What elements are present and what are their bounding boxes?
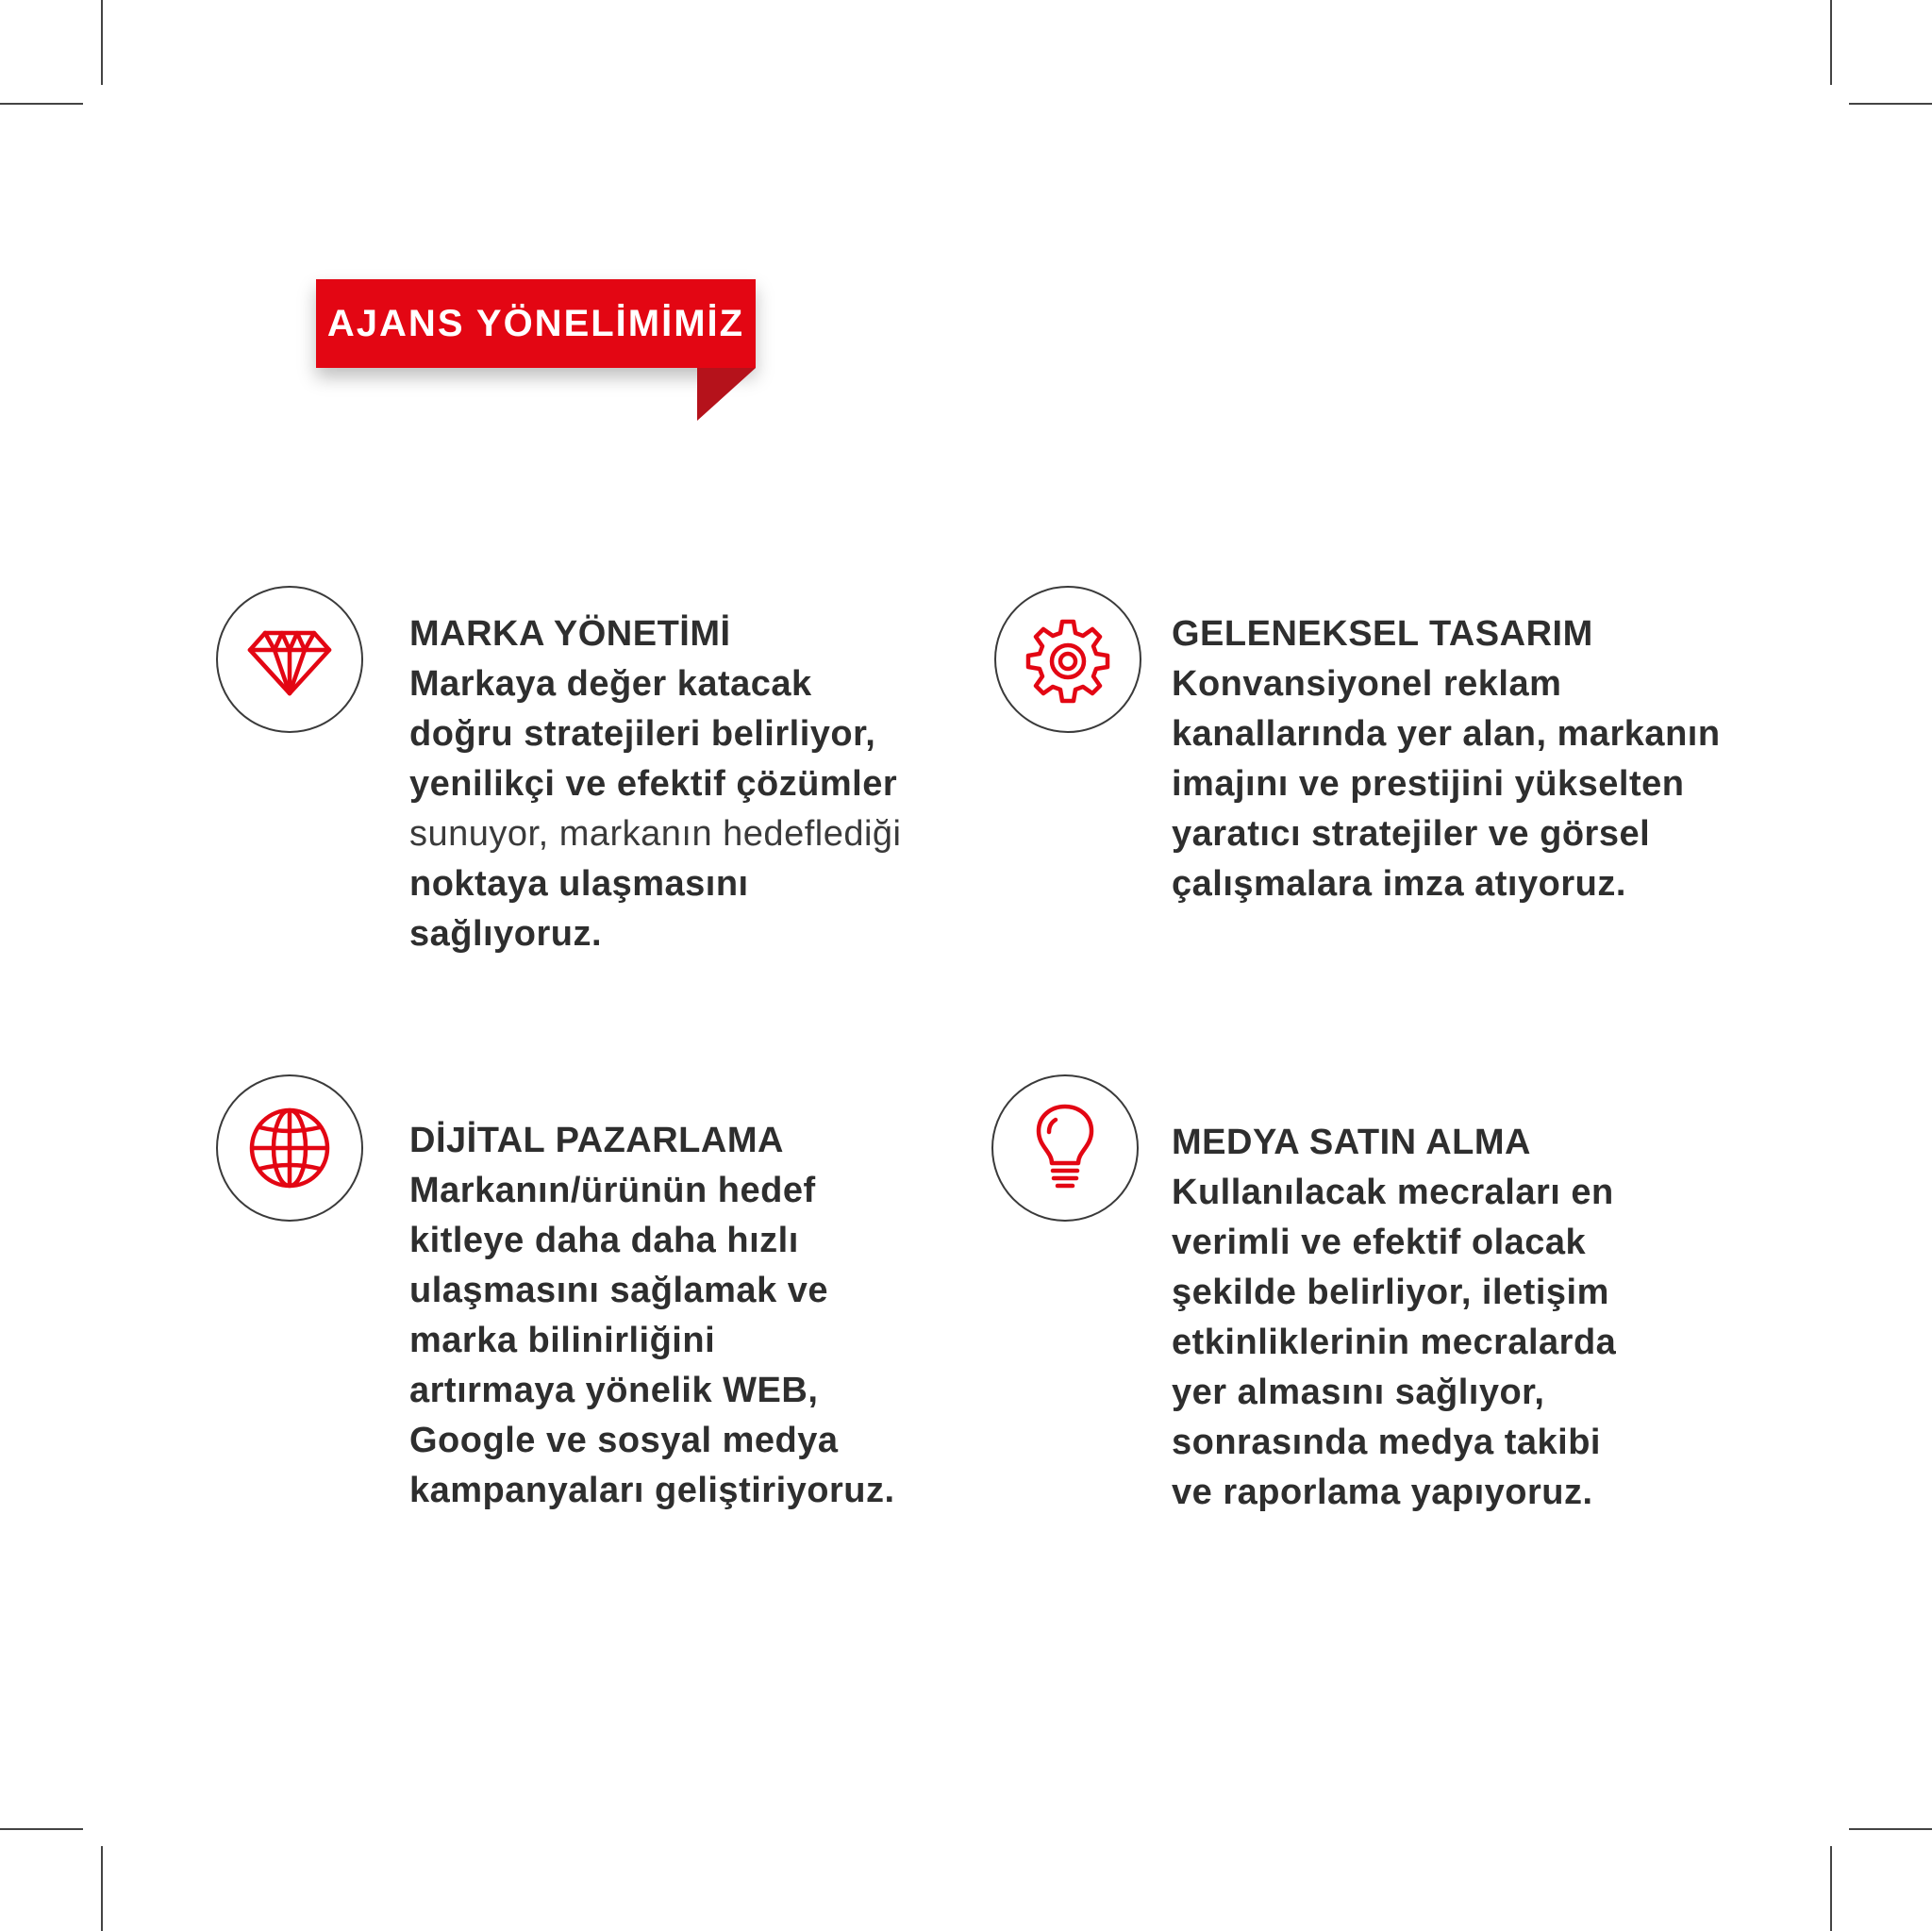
section-text-line: sonrasında medya takibi xyxy=(1172,1423,1601,1462)
section-text-line: yaratıcı stratejiler ve görsel xyxy=(1172,814,1651,854)
section-marka-yonetimi xyxy=(409,609,902,959)
section-text-line: kampanyaları geliştiriyoruz. xyxy=(409,1471,895,1510)
globe-icon-circle xyxy=(216,1074,363,1222)
section-text-line: Markaya değer katacak xyxy=(409,664,812,704)
gear-icon xyxy=(1021,612,1115,707)
section-text-line: Konvansiyonel reklam xyxy=(1172,664,1562,704)
section-text-line: kitleye daha daha hızlı xyxy=(409,1221,799,1260)
section-text-line: sunuyor, markanın hedeflediği xyxy=(409,814,902,854)
lightbulb-icon xyxy=(1018,1101,1112,1195)
globe-icon xyxy=(242,1101,337,1195)
section-text-line: yer almasını sağlıyor, xyxy=(1172,1373,1545,1412)
section-text-line: etkinliklerinin mecralarda xyxy=(1172,1323,1617,1362)
section-text-line: Kullanılacak mecraları en xyxy=(1172,1173,1614,1212)
diamond-icon-circle xyxy=(216,586,363,733)
section-medya-satin-alma xyxy=(1172,1118,1616,1518)
section-text-line: Google ve sosyal medya xyxy=(409,1421,839,1460)
section-text-line: noktaya ulaşmasını xyxy=(409,864,749,904)
section-text-line: ulaşmasını sağlamak ve xyxy=(409,1271,829,1310)
crop-mark xyxy=(1830,0,1832,85)
section-text-line: imajını ve prestijini yükselten xyxy=(1172,764,1685,804)
section-text-line: sağlıyoruz. xyxy=(409,914,602,954)
section-text-line: yenilikçi ve efektif çözümler xyxy=(409,764,898,804)
crop-mark xyxy=(0,1828,83,1830)
section-banner xyxy=(316,279,756,368)
lightbulb-icon-circle xyxy=(991,1074,1139,1222)
banner-title: AJANS YÖNELİMİMİZ xyxy=(326,302,745,344)
section-geleneksel-tasarim xyxy=(1172,609,1721,909)
section-dijital-pazarlama xyxy=(409,1116,895,1516)
section-text-line: verimli ve efektif olacak xyxy=(1172,1223,1587,1262)
crop-mark xyxy=(101,1846,103,1931)
section-title: MARKA YÖNETİMİ xyxy=(409,614,731,654)
section-text-line: ve raporlama yapıyoruz. xyxy=(1172,1473,1593,1512)
crop-mark xyxy=(101,0,103,85)
section-text-line: artırmaya yönelik WEB, xyxy=(409,1371,819,1410)
section-title: GELENEKSEL TASARIM xyxy=(1172,614,1593,654)
section-text-line: kanallarında yer alan, markanın xyxy=(1172,714,1721,754)
diamond-icon xyxy=(242,612,337,707)
crop-mark xyxy=(0,103,83,105)
section-text-line: doğru stratejileri belirliyor, xyxy=(409,714,876,754)
section-text-line: marka bilinirliğini xyxy=(409,1321,716,1360)
crop-mark xyxy=(1849,1828,1932,1830)
section-text-line: Markanın/ürünün hedef xyxy=(409,1171,816,1210)
section-title: MEDYA SATIN ALMA xyxy=(1172,1123,1531,1162)
section-text-line: şekilde belirliyor, iletişim xyxy=(1172,1273,1609,1312)
banner-fold xyxy=(697,368,756,421)
section-title: DİJİTAL PAZARLAMA xyxy=(409,1121,784,1160)
crop-mark xyxy=(1830,1846,1832,1931)
section-text-line: çalışmalara imza atıyoruz. xyxy=(1172,864,1626,904)
gear-icon-circle xyxy=(994,586,1141,733)
crop-mark xyxy=(1849,103,1932,105)
